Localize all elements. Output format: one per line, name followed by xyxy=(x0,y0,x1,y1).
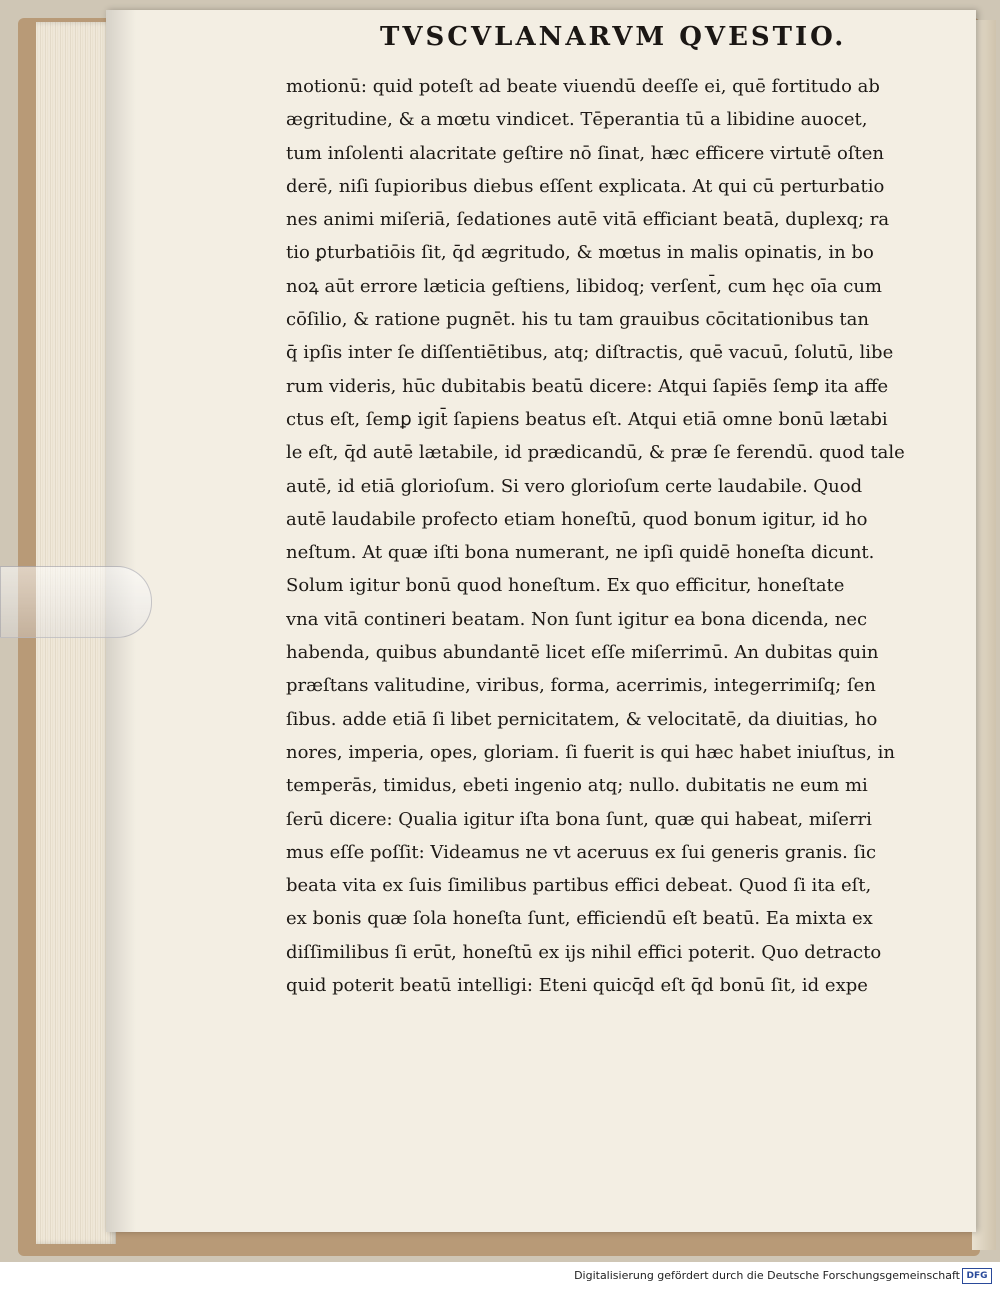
text-line: rum videris, hūc dubitabis beatū dicere: Atqui ſapiēs ſemꝑ ita affe xyxy=(286,375,889,397)
text-line: motionū: quid poteſt ad beate viuendū deeſſe ei, quē fortitudo ab xyxy=(286,76,880,97)
text-line: noꝝ aūt errore læticia geſtiens, libidoq; verſent̄, cum hęc oīa cum xyxy=(286,275,882,297)
text-line: præſtans valitudine, viribus, forma, acerrimis, integerrimiſq; ſen xyxy=(286,675,876,697)
text-line: derē, niſi ſupioribus diebus eſſent explicata. At qui cū perturbatio xyxy=(286,175,885,197)
text-line: le eſt, q̄d autē lætabile, id prædicandū, & præ ſe ferendū. quod tale xyxy=(286,442,905,464)
body-text xyxy=(286,70,926,1010)
text-line: ſibus. adde etiā ſi libet pernicitatem, & velocitatē, da diuitias, ho xyxy=(286,708,878,730)
text-line: Solum igitur bonū quod honeſtum. Ex quo efficitur, honeſtate xyxy=(286,575,845,597)
text-line: q̄ ipſis inter ſe diſſentiētibus, atq; diſtractis, quē vacuū, ſolutū, libe xyxy=(286,342,894,364)
dfg-logo-icon: DFG xyxy=(962,1268,992,1284)
text-line: nores, imperia, opes, gloriam. ſi fuerit is qui hæc habet iniuſtus, in xyxy=(286,741,895,763)
text-line: tio ꝑturbatiōis ſit, q̄d ægritudo, & mœtus in malis opinatis, in bo xyxy=(286,242,874,264)
text-line: neſtum. At quæ iſti bona numerant, ne ipſi quidē honeſta dicunt. xyxy=(286,542,875,564)
text-line: ctus eſt, ſemꝑ igit̄ ſapiens beatus eſt. Atqui etiā omne bonū lætabi xyxy=(286,408,888,430)
text-line: quid poterit beatū intelligi: Eteni quicq̄d eſt q̄d bonū ſit, id expe xyxy=(286,975,868,997)
text-line: cōſilio, & ratione pugnēt. his tu tam grauibus cōcitationibus tan xyxy=(286,309,869,331)
text-line: ægritudine, & a mœtu vindicet. Tēperantia tū a libidine auocet, xyxy=(286,109,868,131)
footer-credit: Digitalisierung gefördert durch die Deutsche Forschungsgemeinschaft xyxy=(574,1269,960,1282)
running-title: TVSCVLANARVM QVESTIO. xyxy=(380,22,847,52)
text-line: autē laudabile profecto etiam honeſtū, quod bonum igitur, id ho xyxy=(286,508,868,530)
text-line: autē, id etiā glorioſum. Si vero glorioſum certe laudabile. Quod xyxy=(286,475,863,497)
text-line: beata vita ex ſuis ſimilibus partibus effici debeat. Quod ſi ita eſt, xyxy=(286,875,872,897)
text-line: tum inſolenti alacritate geſtire nō ſinat, hæc efficere virtutē oſten xyxy=(286,142,884,164)
text-line: vna vitā contineri beatam. Non ſunt igitur ea bona dicenda, nec xyxy=(286,608,868,630)
text-line: temperās, timidus, ebeti ingenio atq; nullo. dubitatis ne eum mi xyxy=(286,775,868,797)
footer-bar xyxy=(0,1262,1000,1289)
text-line: diſſimilibus ſi erūt, honeſtū ex ijs nihil effici poterit. Quo detracto xyxy=(286,941,882,963)
bookmark-strip xyxy=(0,566,152,638)
text-line: mus eſſe poſſit: Videamus ne vt aceruus ex ſui generis granis. ſic xyxy=(286,841,877,863)
text-line: ex bonis quæ ſola honeſta ſunt, efficiendū eſt beatū. Ea mixta ex xyxy=(286,908,873,930)
text-line: nes animi miſeriā, ſedationes autē vitā efficiant beatā, duplexq; ra xyxy=(286,209,890,231)
text-line: habenda, quibus abundantē licet eſſe miſerrimū. An dubitas quin xyxy=(286,642,879,664)
text-line: ſerū dicere: Qualia igitur iſta bona ſunt, quæ qui habeat, miſerri xyxy=(286,808,872,830)
